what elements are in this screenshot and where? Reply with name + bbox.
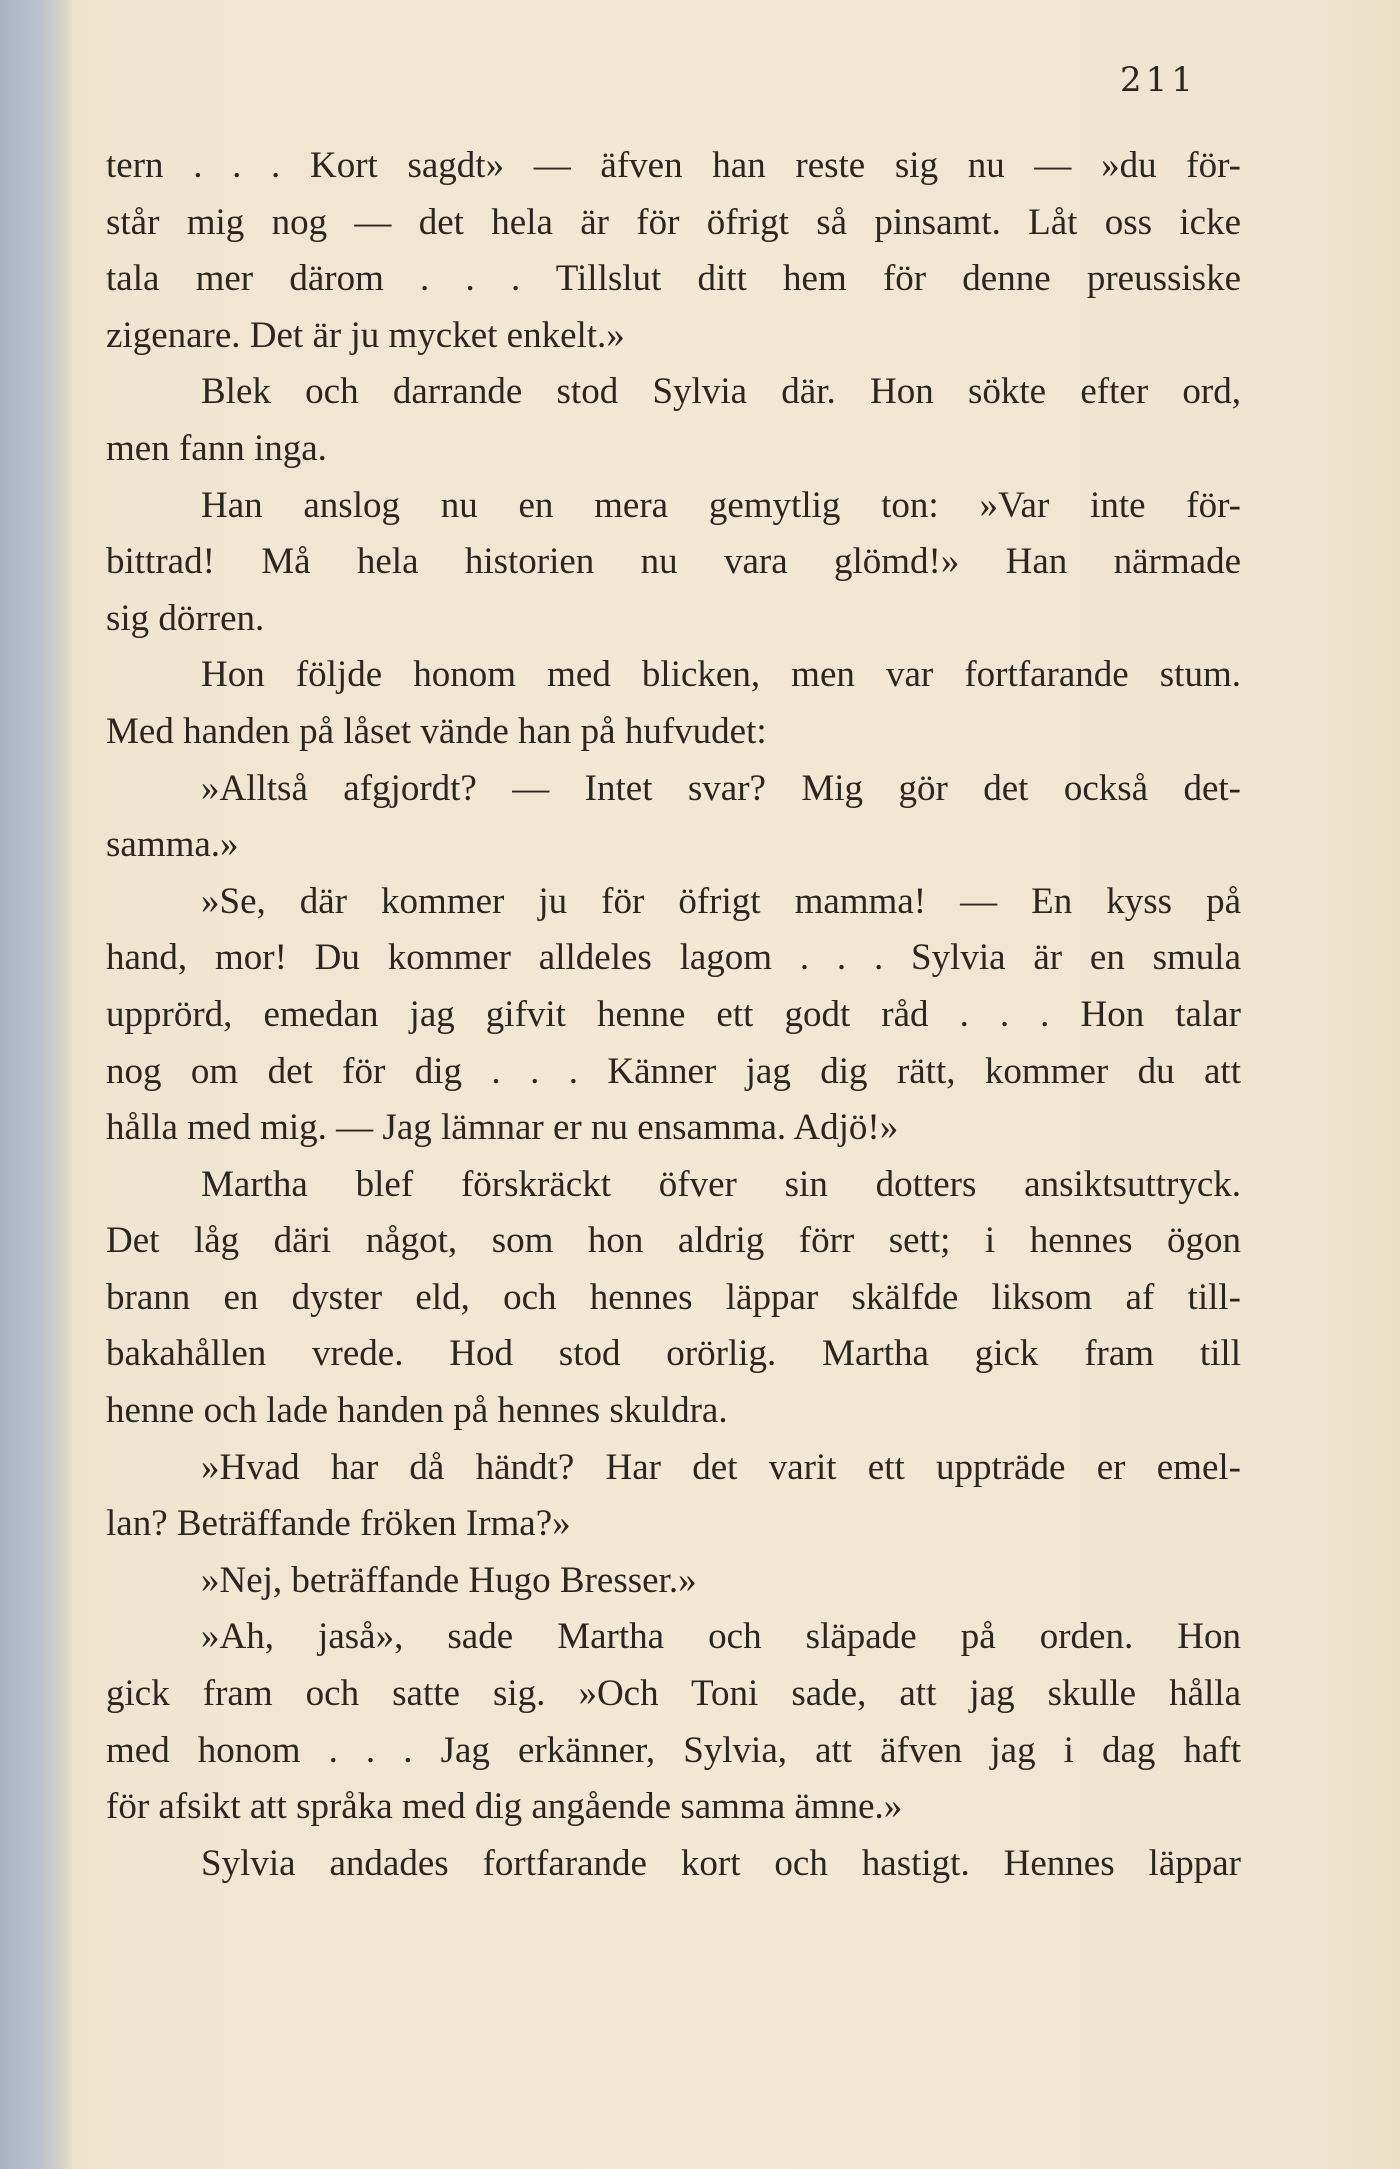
page-gutter — [0, 0, 72, 2169]
text-line: bittrad! Må hela historien nu vara glömd!» Han närmade — [106, 541, 1241, 583]
text-line: sig dörren. — [106, 597, 265, 639]
text-line: »Ah, jaså», sade Martha och släpade på orden. Hon — [201, 1616, 1241, 1658]
text-line: bakahållen vrede. Hod stod orörlig. Martha gick fram till — [106, 1333, 1241, 1375]
text-line: upprörd, emedan jag gifvit henne ett godt råd . . . Hon talar — [106, 993, 1241, 1035]
text-line: »Alltså afgjordt? — Intet svar? Mig gör det också det- — [201, 767, 1241, 809]
text-line: gick fram och satte sig. »Och Toni sade, att jag skulle hålla — [106, 1673, 1241, 1715]
text-line: brann en dyster eld, och hennes läppar skälfde liksom af till- — [106, 1276, 1241, 1318]
text-line: »Se, där kommer ju för öfrigt mamma! — En kyss på — [201, 880, 1241, 922]
text-line: »Hvad har då händt? Har det varit ett uppträde er emel- — [201, 1446, 1241, 1488]
text-line: zigenare. Det är ju mycket enkelt.» — [106, 314, 625, 356]
text-line: samma.» — [106, 824, 239, 866]
text-line: tala mer därom . . . Tillslut ditt hem för denne preussiske — [106, 258, 1241, 300]
text-line: Med handen på låset vände han på hufvudet: — [106, 710, 767, 752]
text-line: nog om det för dig . . . Känner jag dig rätt, kommer du att — [106, 1050, 1241, 1092]
text-line: Martha blef förskräckt öfver sin dotters ansiktsuttryck. — [201, 1163, 1241, 1205]
page-number: 211 — [1120, 60, 1197, 100]
text-line: Han anslog nu en mera gemytlig ton: »Var inte för- — [201, 484, 1241, 526]
text-line: lan? Beträffande fröken Irma?» — [106, 1503, 571, 1545]
text-line: Blek och darrande stod Sylvia där. Hon sökte efter ord, — [201, 371, 1241, 413]
text-line: men fann inga. — [106, 427, 327, 469]
text-line: Det låg däri något, som hon aldrig förr sett; i hennes ögon — [106, 1220, 1241, 1262]
text-line: Sylvia andades fortfarande kort och hastigt. Hennes läppar — [201, 1842, 1241, 1884]
body-text — [106, 138, 1241, 1892]
text-line: med honom . . . Jag erkänner, Sylvia, att äfven jag i dag haft — [106, 1729, 1241, 1771]
text-line: »Nej, beträffande Hugo Bresser.» — [201, 1559, 697, 1601]
text-line: hand, mor! Du kommer alldeles lagom . . . Sylvia är en smula — [106, 937, 1241, 979]
text-line: hålla med mig. — Jag lämnar er nu ensamma. Adjö!» — [106, 1107, 899, 1149]
text-line: för afsikt att språka med dig angående samma ämne.» — [106, 1786, 903, 1828]
text-line: henne och lade handen på hennes skuldra. — [106, 1390, 728, 1432]
text-line: tern . . . Kort sagdt» — äfven han reste sig nu — »du för- — [106, 145, 1241, 186]
text-line: Hon följde honom med blicken, men var fortfarande stum. — [201, 654, 1241, 696]
text-line: står mig nog — det hela är för öfrigt så pinsamt. Låt oss icke — [106, 201, 1241, 243]
